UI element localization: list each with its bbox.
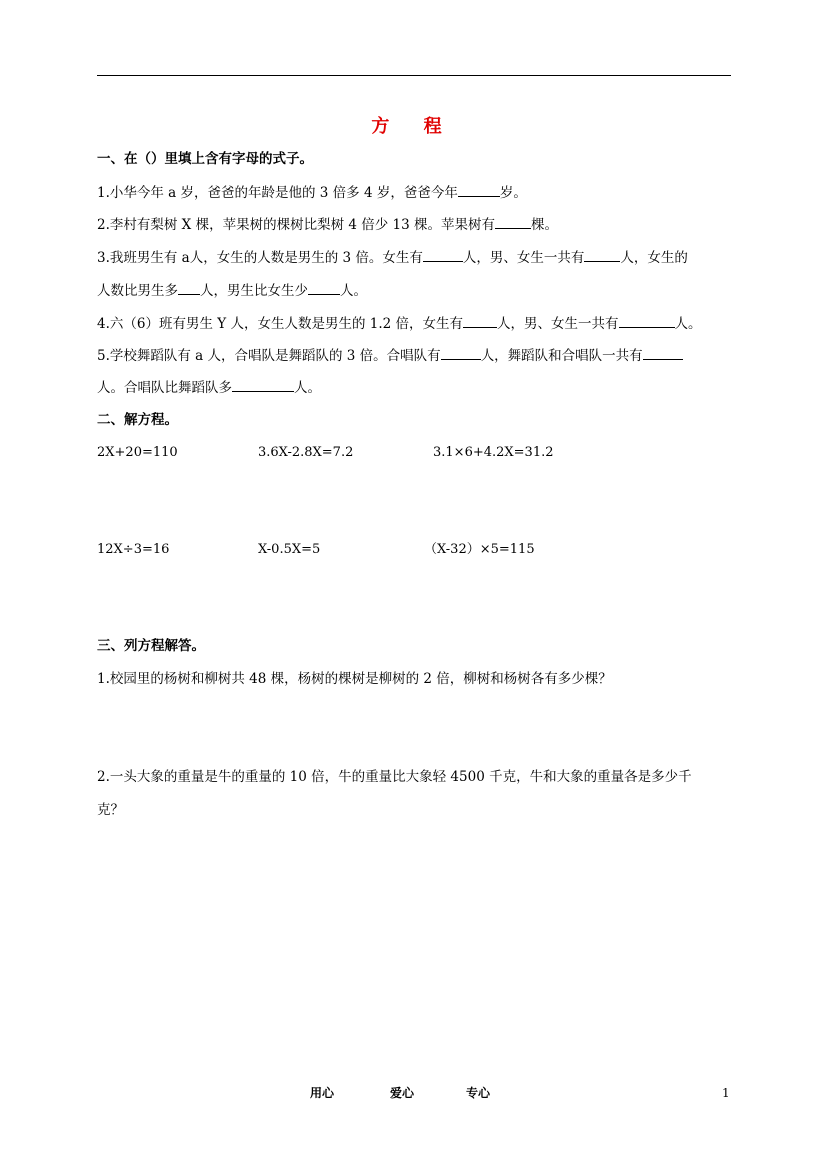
- q1-text-a: 1.小华今年 a 岁，爸爸的年龄是他的 3 倍多 4 岁，爸爸今年: [97, 185, 458, 201]
- question-1-4: [97, 313, 702, 334]
- equation-6: （X-32）×5=115: [424, 542, 535, 557]
- answer-blank: [232, 377, 294, 392]
- question-1-1: [97, 182, 527, 203]
- q5-text-a: 5.学校舞蹈队有 a 人，合唱队是舞蹈队的 3 倍。合唱队有: [97, 348, 441, 364]
- word-problem-2-cont: 克？: [97, 802, 124, 818]
- q4-text-b: 人，男、女生一共有: [497, 316, 619, 332]
- answer-blank: [423, 247, 463, 262]
- equation-5: X-0.5X=5: [258, 542, 321, 557]
- footer-item: 用心: [310, 1086, 335, 1100]
- question-1-5-cont: [97, 377, 321, 398]
- question-1-3: [97, 247, 688, 268]
- header-rule: [97, 75, 731, 76]
- answer-blank: [643, 345, 683, 360]
- question-1-5: [97, 345, 683, 366]
- word-problem-2: 2.一头大象的重量是牛的重量的 10 倍，牛的重量比大象轻 4500 千克，牛和大象的重量各是多少千: [97, 769, 692, 785]
- q2-text-a: 2.李村有梨树 X 棵，苹果树的棵树比梨树 4 倍少 13 棵。苹果树有: [97, 217, 496, 233]
- section1-heading: 一、在（）里填上含有字母的式子。: [97, 151, 313, 167]
- page-title: 方 程: [371, 116, 456, 137]
- answer-blank: [458, 182, 500, 197]
- equation-1: 2X+20=110: [97, 445, 178, 460]
- page-number: 1: [722, 1086, 730, 1100]
- q3-text-b: 人，男、女生一共有: [462, 250, 585, 266]
- footer-item: 爱心: [390, 1086, 415, 1100]
- answer-blank: [178, 280, 200, 295]
- question-1-3-cont: [97, 280, 367, 301]
- q4-text-c: 人。: [674, 316, 702, 332]
- q2-text-b: 棵。: [531, 217, 559, 233]
- q3-text-e: 人，男生比女生少: [200, 283, 308, 299]
- answer-blank: [308, 280, 340, 295]
- q3-text-c: 人，女生的: [620, 250, 688, 266]
- section3-heading: 三、列方程解答。: [97, 638, 205, 654]
- q3-text-d: 人数比男生多: [97, 283, 178, 299]
- answer-blank: [495, 214, 531, 229]
- answer-blank: [619, 313, 675, 328]
- q5-text-c: 人。合唱队比舞蹈队多: [97, 380, 232, 396]
- q4-text-a: 4.六（6）班有男生 Y 人，女生人数是男生的 1.2 倍，女生有: [97, 316, 464, 332]
- equation-4: 12X÷3=16: [97, 542, 170, 557]
- q5-text-d: 人。: [294, 380, 321, 396]
- q3-text-a: 3.我班男生有 a人，女生的人数是男生的 3 倍。女生有: [97, 250, 423, 266]
- word-problem-1: 1.校园里的杨树和柳树共 48 棵，杨树的棵树是柳树的 2 倍，柳树和杨树各有多少棵？: [97, 671, 612, 687]
- equation-3: 3.1×6+4.2X=31.2: [433, 445, 554, 460]
- q3-text-f: 人。: [340, 283, 367, 299]
- question-1-2: [97, 214, 558, 235]
- answer-blank: [463, 313, 497, 328]
- answer-blank: [441, 345, 481, 360]
- equation-2: 3.6X-2.8X=7.2: [258, 445, 354, 460]
- answer-blank: [584, 247, 620, 262]
- section2-heading: 二、解方程。: [97, 412, 178, 428]
- q5-text-b: 人，舞蹈队和合唱队一共有: [480, 348, 643, 364]
- footer-item: 专心: [466, 1086, 491, 1100]
- q1-text-b: 岁。: [499, 185, 527, 201]
